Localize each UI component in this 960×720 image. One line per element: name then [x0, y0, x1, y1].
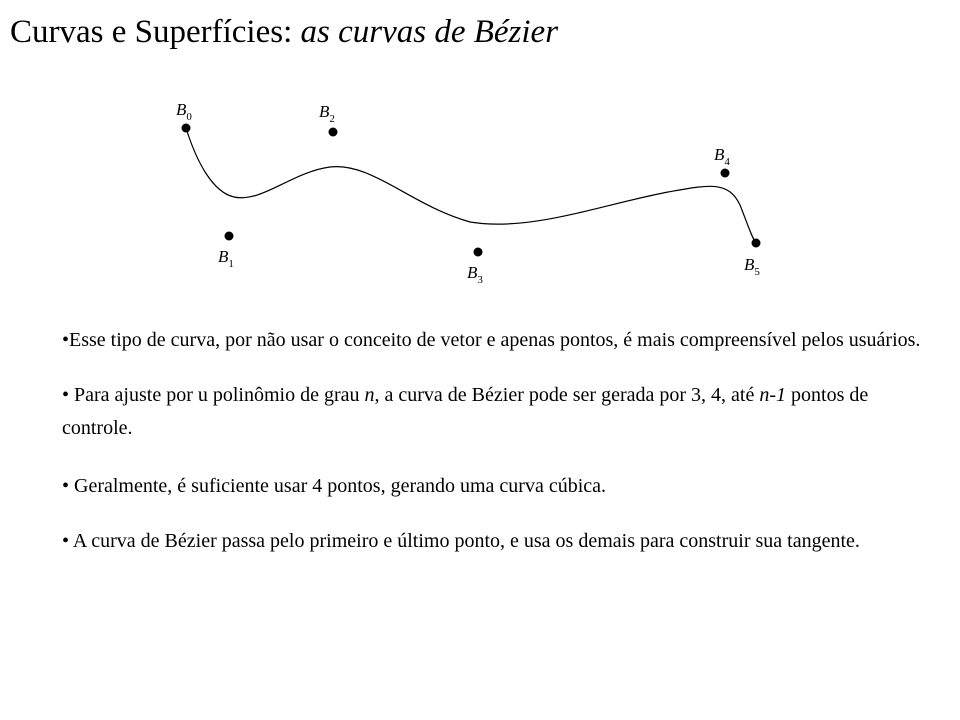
bullet-text: , a curva de Bézier pode ser gerada por 3, 4, até: [374, 384, 760, 406]
control-point-b0: [182, 124, 191, 133]
label-b3: $B_3$: [467, 263, 483, 286]
bullet-text: Para ajuste por u polinômio de grau: [69, 384, 365, 406]
bullet-list: [62, 322, 922, 557]
bullet-text: Esse tipo de curva, por não usar o conceito de vetor e apenas pontos, é mais compreensível pelos usuários.: [69, 329, 921, 351]
bullet-item: [62, 525, 922, 557]
bullet-text: Geralmente, é suficiente usar 4 pontos, gerando uma curva cúbica.: [69, 475, 607, 497]
control-point-b4: [721, 169, 730, 178]
title-main: Curvas e Superfícies:: [10, 14, 293, 50]
control-point-b2: [329, 128, 338, 137]
control-point-b1: [225, 232, 234, 241]
label-b5: $B_5$: [744, 255, 760, 278]
bullet-item: [62, 322, 922, 359]
control-point-b3: [474, 248, 483, 257]
bullet-marker: •: [62, 329, 70, 351]
bullet-marker: •: [62, 384, 70, 406]
label-b2: $B_2$: [319, 102, 335, 125]
bullet-marker: •: [62, 475, 70, 497]
bullet-item: [62, 469, 922, 503]
bullet-text: pontos de controle.: [62, 384, 869, 439]
bullet-text: A curva de Bézier passa pelo primeiro e último ponto, e usa os demais para construir sua tangente.: [69, 530, 860, 552]
bullet-item: [62, 379, 922, 445]
label-b1: $B_1$: [218, 247, 234, 270]
bullet-text-italic: n: [364, 384, 375, 406]
label-b0: $B_0$: [176, 100, 192, 123]
label-b4: $B_4$: [714, 145, 730, 168]
control-point-b5: [752, 239, 761, 248]
title-subtitle: as curvas de Bézier: [300, 14, 559, 50]
bezier-diagram: [0, 0, 960, 320]
bullet-text-italic: n-1: [759, 384, 787, 406]
bullet-marker: •: [62, 530, 70, 552]
bezier-curve: [186, 128, 756, 243]
